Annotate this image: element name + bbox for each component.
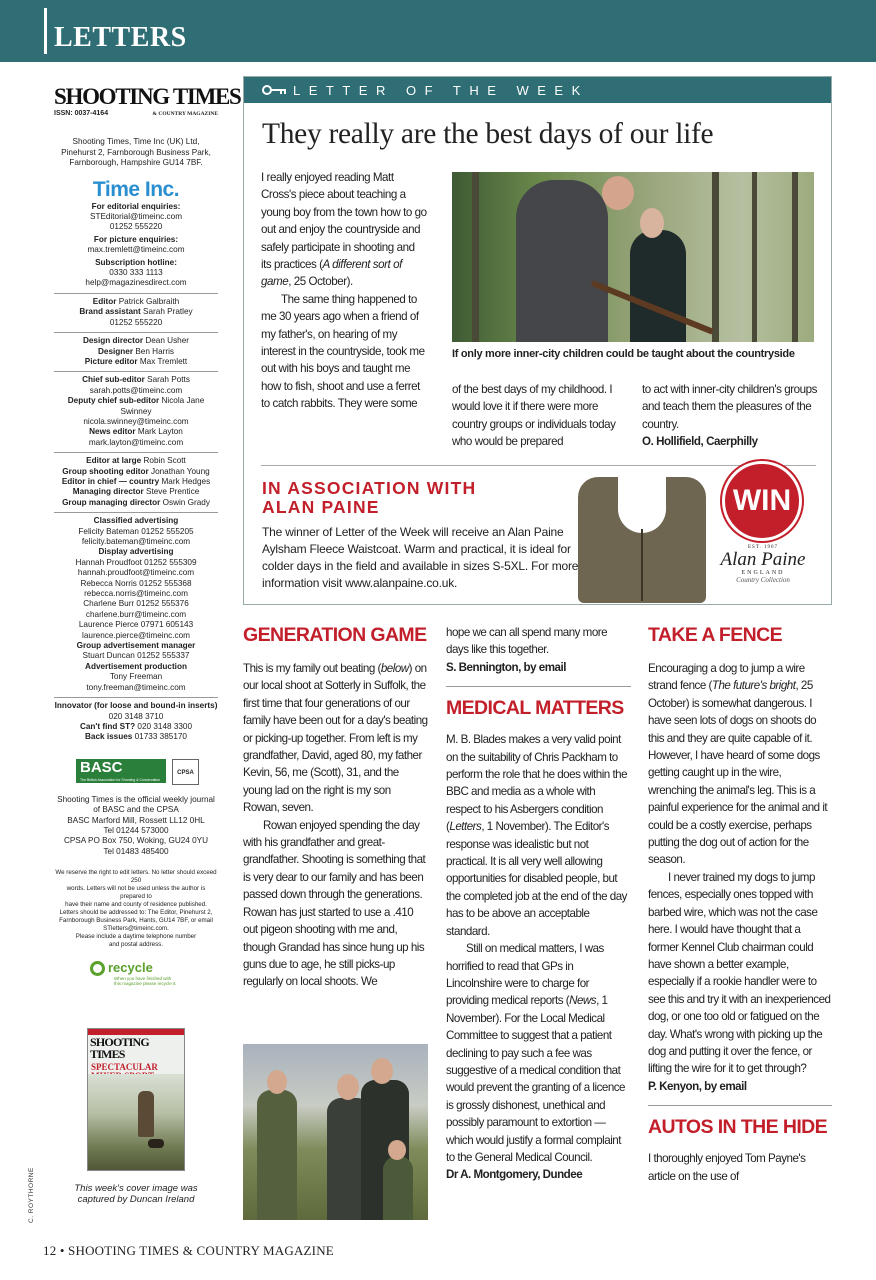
letter-heading: TAKE A FENCE bbox=[648, 624, 782, 646]
staff-section bbox=[54, 293, 218, 332]
journal-line: Shooting Times is the official weekly journal bbox=[57, 794, 215, 804]
letter-heading: GENERATION GAME bbox=[243, 624, 427, 646]
win-badge: WIN bbox=[722, 461, 802, 541]
photo-caption: If only more inner-city children could be taught about the countryside bbox=[452, 348, 795, 360]
letter-text: to act with inner-city children's groups and teach them the pleasures of the country. bbox=[642, 383, 817, 431]
ad-email[interactable]: charlene.burr@timeinc.com bbox=[85, 609, 187, 619]
contact-email[interactable]: max.tremlett@timeinc.com bbox=[87, 245, 185, 255]
staff-role: Group shooting editor bbox=[62, 466, 149, 476]
association-body: The winner of Letter of the Week will receive an Alan Paine Aylsham Fleece Waistcoat. Warm and practical, it is ideal for colder days in the field and available in sizes S-5XL. For more information visit www.alanpaine.co.uk. bbox=[262, 525, 579, 590]
staff-entry bbox=[54, 357, 218, 367]
contact-email[interactable]: help@magazinesdirect.com bbox=[85, 278, 187, 288]
letter-of-the-week-band bbox=[244, 77, 831, 103]
contact-label: For editorial enquiries: bbox=[91, 201, 181, 211]
ad-label: Display advertising bbox=[98, 547, 174, 557]
staff-name: Max Tremlett bbox=[139, 356, 188, 366]
letter-body-col3 bbox=[642, 381, 818, 451]
staff-contact[interactable]: nicola.swinney@timeinc.com bbox=[83, 416, 189, 426]
journal-line: BASC Marford Mill, Rossett LL12 0HL bbox=[67, 815, 205, 825]
letters-small-print bbox=[54, 869, 218, 949]
staff-section bbox=[54, 371, 218, 452]
letter-signature: O. Hollifield, Caerphilly bbox=[642, 435, 758, 449]
photo-tree bbox=[792, 172, 798, 342]
small-print-line: Letters should be addressed to: The Editor, Pinehurst 2, bbox=[59, 909, 213, 917]
staff-name: Mark Hedges bbox=[161, 476, 211, 486]
ad-email[interactable]: rebecca.norris@timeinc.com bbox=[84, 589, 188, 599]
staff-name: Sarah Potts bbox=[147, 375, 190, 385]
small-print-line[interactable]: STletters@timeinc.com. bbox=[103, 925, 169, 933]
ad-email[interactable]: felicity.bateman@timeinc.com bbox=[81, 537, 191, 546]
staff-role: Managing director bbox=[72, 487, 144, 497]
contact-block bbox=[54, 202, 218, 289]
official-journal-note bbox=[54, 795, 218, 857]
back-issues-label: Back issues bbox=[85, 732, 133, 742]
cover-caption: This week's cover image was captured by Duncan Ireland bbox=[74, 1183, 198, 1205]
letter-text: The same thing happened to me 30 years ago when a friend of my father's, on hearing of my interest in the countryside, took me out with his boys and taught me how to fish, shoot and use a ferret to catch rabbits. They were some bbox=[261, 292, 425, 411]
brand-est: EST. 1907 bbox=[747, 545, 779, 550]
ad-label: Advertisement production bbox=[85, 661, 187, 671]
brand-country: ENGLAND bbox=[741, 570, 785, 576]
issn-number: ISSN: 0037-4164 bbox=[54, 110, 109, 117]
letter-text: Rowan enjoyed spending the day with his grandfather and great-grandfather. Shooting is something that is very dear to our family and has been passed down through the generations. Rowan has just started to use a .410 out pigeon shooting with me and, though Grandad has since hung up his guns due to age, he still picks-up regularly on local shoots. We bbox=[243, 818, 426, 989]
staff-name: Patrick Galbraith bbox=[118, 296, 180, 306]
photo-credit: C. ROYTHORNE bbox=[28, 1167, 35, 1223]
letter-text-italic: News bbox=[569, 994, 597, 1008]
letter-generation-game bbox=[243, 624, 428, 991]
cover-headline: SPECTACULAR bbox=[91, 1062, 158, 1072]
cover-masthead: SHOOTING TIMES bbox=[90, 1035, 149, 1061]
staff-entry bbox=[54, 477, 218, 487]
association-heading: IN ASSOCIATION WITH ALAN PAINE bbox=[262, 478, 477, 517]
cover-figure bbox=[138, 1091, 154, 1137]
key-icon bbox=[262, 84, 288, 96]
partner-logos bbox=[76, 759, 218, 785]
photo-boy bbox=[630, 230, 686, 342]
photo-man-head bbox=[602, 176, 634, 210]
staff-role: Editor in chief — country bbox=[61, 476, 160, 486]
staff-entry bbox=[54, 487, 218, 497]
staff-name: Jonathan Young bbox=[150, 466, 210, 476]
letters-column-3 bbox=[648, 624, 832, 1185]
cant-find-phone: 020 3148 3300 bbox=[137, 721, 193, 731]
letter-text: , 25 October). bbox=[288, 275, 353, 289]
letter-text: I thoroughly enjoyed Tom Payne's article on the use of bbox=[648, 1152, 806, 1183]
staff-role: Picture editor bbox=[84, 356, 138, 366]
header-divider bbox=[44, 8, 47, 54]
ad-contact: Felicity Bateman 01252 555205 bbox=[78, 526, 194, 536]
ad-contact: Stuart Duncan 01252 555337 bbox=[82, 651, 190, 661]
address-line: Pinehurst 2, Farnborough Business Park, bbox=[61, 147, 211, 157]
ad-label: Group advertisement manager bbox=[76, 641, 196, 651]
letter-heading: AUTOS IN THE HIDE bbox=[648, 1116, 828, 1139]
masthead-subtitle: & COUNTRY MAGAZINE bbox=[152, 111, 218, 117]
sidebar bbox=[54, 84, 241, 987]
basc-logo-text: BASC bbox=[80, 758, 123, 776]
staff-name: Robin Scott bbox=[143, 456, 186, 466]
staff-role: Chief sub-editor bbox=[82, 375, 145, 385]
back-issues-phone: 01733 385170 bbox=[134, 732, 187, 742]
photo-tree bbox=[712, 172, 719, 342]
staff-entry bbox=[54, 336, 218, 346]
journal-line: Tel 01483 485400 bbox=[103, 846, 169, 856]
small-print-line: have their name and county of residence published. bbox=[65, 901, 207, 909]
letter-text-italic: A different sort of game bbox=[261, 258, 402, 289]
letter-photo bbox=[452, 172, 814, 342]
staff-entry bbox=[54, 467, 218, 477]
staff-name: Sarah Pratley bbox=[143, 307, 193, 317]
ad-label: Classified advertising bbox=[93, 516, 179, 526]
staff-role: Design director bbox=[82, 336, 144, 346]
letter-text: I really enjoyed reading Matt Cross's piece about teaching a young boy from the town how to go out and enjoy the countryside and safely participate in shooting and its practices ( bbox=[261, 171, 427, 272]
photo-person bbox=[257, 1090, 297, 1220]
masthead-logo: SHOOTING TIMES bbox=[54, 84, 241, 109]
ad-email[interactable]: laurence.pierce@timeinc.com bbox=[82, 630, 190, 640]
photo-tree bbox=[472, 172, 479, 342]
letter-text: This is my family out beating ( bbox=[243, 662, 381, 675]
letter-text: I never trained my dogs to jump fences, especially ones topped with barbed wire, which was not the case here. I would have thought that a former Kennel Club chairman could have shown a better example, especially if a rookie handler were to see this and try it with an inexperienced dog, or one too old or fatigued on the day. What's wrong with picking up the dog and putting it over the fence, or lifting the wire for it to get through? bbox=[648, 870, 831, 1076]
letter-signature: P. Kenyon, by email bbox=[648, 1079, 747, 1093]
divider bbox=[648, 1105, 832, 1106]
photo-man bbox=[516, 180, 608, 342]
address-line: Farnborough, Hampshire GU14 7BF. bbox=[69, 158, 203, 168]
small-print-line: Farnborough Business Park, Hants, GU14 7BF, or email bbox=[59, 917, 213, 925]
brand-name: Alan Paine bbox=[720, 549, 806, 570]
cover-photo bbox=[88, 1074, 185, 1171]
family-photo bbox=[243, 1044, 428, 1220]
recycle-note: this magazine please recycle it. bbox=[114, 981, 177, 987]
ad-email[interactable]: tony.freeman@timeinc.com bbox=[86, 682, 186, 692]
small-print-line: We reserve the right to edit letters. No letter should exceed 250 bbox=[55, 869, 217, 885]
waistcoat-collar bbox=[618, 477, 666, 533]
staff-entry bbox=[54, 307, 218, 317]
staff-role: Editor at large bbox=[86, 456, 142, 466]
brand-collection: Country Collection bbox=[736, 576, 790, 584]
photo-person-head bbox=[337, 1074, 359, 1100]
staff-entry bbox=[54, 375, 218, 385]
small-print-line: words. Letters will not be used unless the author is prepared to bbox=[66, 885, 206, 901]
contact-numbers bbox=[54, 697, 218, 747]
contact-label: Subscription hotline: bbox=[95, 257, 177, 267]
letter-text: , 1 November). For the Local Medical Committee to suggest that a patient declining to pay such a fee was suggestive of a medical condition that would prevent the granting of a licence is grossly dishonest, unethical and possibly paramount to extortion — which would justify a formal complaint to the General Medical Council. bbox=[446, 994, 626, 1164]
journal-line: of BASC and the CPSA bbox=[93, 805, 179, 815]
staff-name: Oswin Grady bbox=[162, 497, 210, 507]
ad-contact: Tony Freeman bbox=[109, 672, 163, 682]
photo-boy-head bbox=[640, 208, 664, 238]
issn bbox=[54, 109, 218, 119]
letter-text: ) on our local shoot at Sotterly in Suffolk, the first time that four generations of our family have been out for a day's beating or picking-up together. From left is my grandfather, David, aged 80, my father Kevin, 56, me (Scott), 31, and the young lad on the right is my son Rowan, seven. bbox=[243, 662, 428, 815]
divider bbox=[261, 465, 816, 466]
photo-person-head bbox=[388, 1140, 406, 1160]
letter-text: Encouraging a dog to jump a wire strand fence ( bbox=[648, 662, 805, 693]
cant-find-label: Can't find ST? bbox=[79, 721, 136, 731]
ad-contact: Hannah Proudfoot 01252 555309 bbox=[75, 557, 197, 567]
letters-column-2 bbox=[446, 624, 631, 1184]
contact-email[interactable]: STEditorial@timeinc.com bbox=[89, 212, 183, 222]
publisher-address bbox=[54, 137, 218, 168]
staff-name: Dean Usher bbox=[145, 336, 190, 346]
contact-phone: 01252 555220 bbox=[109, 222, 163, 232]
staff-contact[interactable]: mark.layton@timeinc.com bbox=[88, 437, 184, 447]
letter-of-the-week-box bbox=[243, 76, 832, 605]
cpsa-logo: CPSA bbox=[172, 759, 199, 785]
section-header-bar bbox=[0, 0, 876, 62]
waistcoat-image bbox=[578, 477, 706, 603]
photo-tree bbox=[752, 172, 757, 342]
letter-body-col2: of the best days of my childhood. I would love it if there were more country groups or individuals today who would be prepared bbox=[452, 383, 616, 449]
staff-entry bbox=[54, 427, 218, 437]
staff-list bbox=[54, 293, 218, 512]
letter-signature: Dr A. Montgomery, Dundee bbox=[446, 1168, 583, 1182]
divider bbox=[446, 686, 631, 687]
ad-contact: Rebecca Norris 01252 555368 bbox=[80, 578, 192, 588]
letter-text-italic: below bbox=[380, 662, 409, 675]
recycle-note: When you have finished with bbox=[114, 976, 172, 982]
small-print-line: Please include a daytime telephone number bbox=[75, 933, 197, 941]
contact-label: For picture enquiries: bbox=[93, 234, 179, 244]
inserts-phone: 020 3148 3710 bbox=[108, 711, 164, 721]
cover-thumbnail bbox=[87, 1028, 185, 1171]
journal-line: Tel 01244 573000 bbox=[103, 825, 169, 835]
alan-paine-logo bbox=[708, 545, 818, 584]
cover-dog bbox=[148, 1139, 164, 1148]
photo-person-head bbox=[267, 1070, 287, 1094]
staff-entry bbox=[54, 297, 218, 307]
letter-body-col1 bbox=[261, 169, 427, 413]
basc-logo bbox=[76, 759, 166, 783]
letter-text: , 25 October) is somewhat dangerous. I have seen lots of dogs on shoots do this and they are quite capable of it. However, I have heard of some dogs getting caught up in the wire, wrenching the animal's leg. This is a painful experience for the animal and it could be a costly exercise, perhaps putting the dog out of action for the season. bbox=[648, 679, 828, 867]
letter-headline: They really are the best days of our life bbox=[262, 118, 714, 150]
staff-section bbox=[54, 452, 218, 512]
letter-text: hope we can all spend many more days like this together. bbox=[446, 626, 608, 657]
letter-text: , 1 November). The Editor's response was idealistic but not practical. It is all very well allowing opportunities for disabled people, but the completed job at the end of the day has to be above an acceptable standard. bbox=[446, 820, 627, 938]
letter-text-italic: Letters bbox=[449, 820, 482, 834]
letter-heading: MEDICAL MATTERS bbox=[446, 697, 624, 720]
journal-line: CPSA PO Box 750, Woking, GU24 0YU bbox=[63, 836, 209, 846]
staff-role: Editor bbox=[92, 296, 117, 306]
letter-text: Still on medical matters, I was horrified to read that GPs in Lincolnshire were to charge for providing medical reports ( bbox=[446, 942, 604, 1008]
staff-role: News editor bbox=[89, 427, 136, 437]
publisher-logo: Time Inc. bbox=[92, 177, 180, 201]
staff-name: Nicola Jane Swinney bbox=[120, 396, 205, 416]
recycle-icon bbox=[90, 961, 105, 976]
inserts-label: Innovator (for loose and bound-in inserts) bbox=[54, 701, 218, 711]
basc-tagline: The British Association for Shooting & Conservation bbox=[80, 777, 161, 782]
small-print-line: and postal address. bbox=[108, 941, 163, 949]
recycle-label: recycle bbox=[108, 960, 153, 976]
staff-role: Brand assistant bbox=[79, 307, 141, 317]
letter-signature: S. Bennington, by email bbox=[446, 660, 566, 674]
ad-email[interactable]: hannah.proudfoot@timeinc.com bbox=[77, 568, 195, 578]
contact-phone: 0330 333 1113 bbox=[109, 268, 163, 278]
page-footer: 12 • SHOOTING TIMES & COUNTRY MAGAZINE bbox=[43, 1243, 334, 1258]
letter-text: M. B. Blades makes a very valid point on the suitability of Chris Packham to perform the role that he does within the BBC and media as a whole with respect to his Asbergers condition ( bbox=[446, 733, 628, 834]
staff-role: Deputy chief sub-editor bbox=[67, 396, 160, 406]
recycle-logo bbox=[90, 961, 218, 986]
staff-contact: 01252 555220 bbox=[109, 317, 163, 327]
photo-person-head bbox=[371, 1058, 393, 1084]
advertising-block bbox=[54, 512, 218, 697]
staff-entry bbox=[54, 498, 218, 508]
letter-of-the-week-label: LETTER OF THE WEEK bbox=[293, 83, 589, 98]
ad-contact: Charlene Burr 01252 555376 bbox=[83, 599, 189, 609]
section-title: LETTERS bbox=[54, 22, 187, 53]
staff-entry bbox=[54, 347, 218, 357]
staff-contact[interactable]: sarah.potts@timeinc.com bbox=[89, 385, 183, 395]
staff-name: Ben Harris bbox=[135, 346, 174, 356]
staff-role: Designer bbox=[97, 346, 134, 356]
staff-entry bbox=[54, 396, 218, 417]
staff-entry bbox=[54, 456, 218, 466]
staff-role: Group managing director bbox=[62, 497, 161, 507]
ad-contact: Laurence Pierce 07971 605143 bbox=[78, 620, 194, 630]
address-line: Shooting Times, Time Inc (UK) Ltd, bbox=[72, 137, 200, 147]
photo-person bbox=[383, 1156, 413, 1220]
staff-section bbox=[54, 332, 218, 371]
staff-name: Steve Prentice bbox=[146, 487, 200, 497]
staff-name: Mark Layton bbox=[137, 427, 183, 437]
letter-text-italic: The future's bright bbox=[711, 679, 796, 693]
waistcoat-zip bbox=[641, 529, 643, 601]
